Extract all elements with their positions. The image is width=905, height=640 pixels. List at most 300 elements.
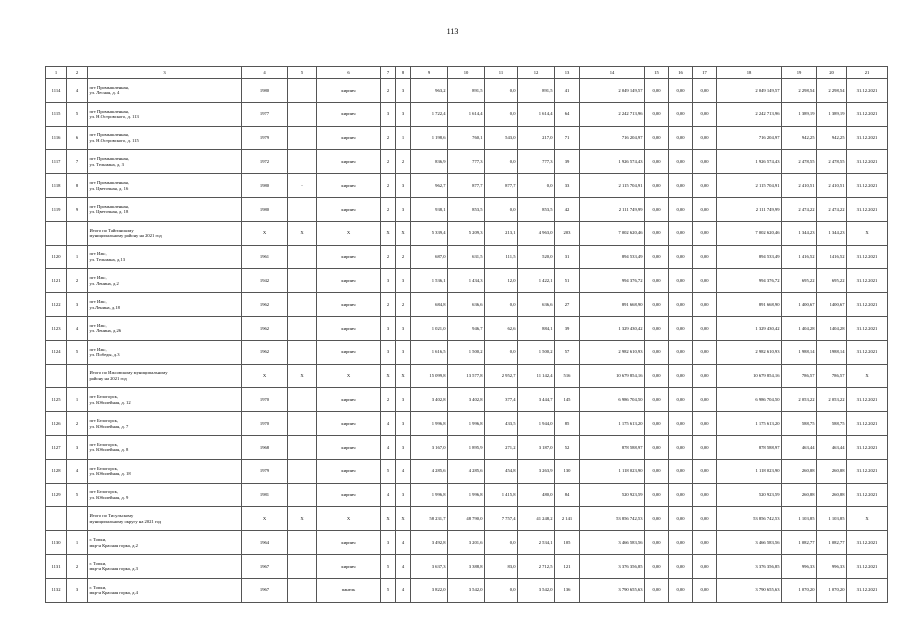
cell-c6: кирпич — [317, 412, 381, 436]
cell-c7: 2 — [381, 388, 396, 412]
table-row — [46, 435, 888, 459]
cell-c11: 0,0 — [485, 79, 518, 103]
cell-c4: 1970 — [242, 412, 288, 436]
cell-c6: кирпич — [317, 293, 381, 317]
cell-c20: 1 082,77 — [817, 531, 847, 555]
cell-c9: 58 231,7 — [411, 507, 448, 531]
cell-c7: 2 — [381, 126, 396, 150]
cell-c4: 1980 — [242, 197, 288, 221]
cell-c12: 520,0 — [518, 245, 555, 269]
cell-c19: 1 404,28 — [782, 316, 817, 340]
cell-c17: 0,00 — [693, 197, 717, 221]
address-line-1: пгт Белогорск, — [89, 441, 119, 447]
cell-c19: 588,75 — [782, 412, 817, 436]
address-cell — [88, 483, 242, 507]
cell-c13: 57 — [555, 340, 580, 364]
cell-c14: 10 679 854,16 — [580, 364, 645, 388]
address-line-1: пгт Белогорск, — [89, 417, 119, 423]
cell-c20: 1988,14 — [817, 340, 847, 364]
row-index-cell: 7 — [67, 150, 88, 174]
cell-c14: 2 242 713,96 — [580, 102, 645, 126]
cell-c12: 891,5 — [518, 79, 555, 103]
cell-c13: 31 — [555, 245, 580, 269]
cell-c14: 2 049 149,57 — [580, 79, 645, 103]
page-number: 113 — [446, 27, 459, 36]
cell-c19: 1 344,23 — [782, 221, 817, 245]
cell-c7: 2 — [381, 293, 396, 317]
row-index-cell — [67, 364, 88, 388]
row-number-cell: 1124 — [46, 340, 67, 364]
table-row — [46, 150, 888, 174]
cell-c10: 853,5 — [448, 197, 485, 221]
address-cell — [88, 412, 242, 436]
cell-c12: 1 944,0 — [518, 412, 555, 436]
column-number-header: 13 — [555, 67, 580, 79]
cell-c18: 2 111 749,99 — [717, 197, 782, 221]
cell-c20: 2 474,22 — [817, 197, 847, 221]
address-line-2: муниципальному округу на 2021 год — [89, 518, 162, 524]
cell-c15: 0,00 — [645, 221, 669, 245]
cell-c9: 3 822,0 — [411, 578, 448, 602]
row-number-cell: 1116 — [46, 126, 67, 150]
cell-c13: 145 — [555, 388, 580, 412]
cell-c5 — [288, 578, 317, 602]
row-index-cell: 3 — [67, 578, 88, 602]
subtotal-row — [46, 221, 888, 245]
cell-c17: 0,00 — [693, 435, 717, 459]
cell-c16: 0,00 — [669, 245, 693, 269]
cell-c4: 1942 — [242, 269, 288, 293]
cell-c12: 777,3 — [518, 150, 555, 174]
cell-c8: 3 — [396, 483, 411, 507]
address-cell — [88, 174, 242, 198]
row-number-cell — [46, 507, 67, 531]
cell-c18: 3 790 655,63 — [717, 578, 782, 602]
cell-c5 — [288, 483, 317, 507]
address-line-1: пгт Белогорск, — [89, 465, 119, 471]
cell-c17: 0,00 — [693, 174, 717, 198]
cell-c4: 1967 — [242, 578, 288, 602]
address-cell — [88, 554, 242, 578]
table-row — [46, 578, 888, 602]
cell-c19: 695,22 — [782, 269, 817, 293]
table-row — [46, 293, 888, 317]
cell-c5 — [288, 102, 317, 126]
cell-c8: X — [396, 507, 411, 531]
table-row — [46, 459, 888, 483]
cell-c8: 2 — [396, 293, 411, 317]
cell-c11: 111,5 — [485, 245, 518, 269]
cell-c15: 0,00 — [645, 435, 669, 459]
cell-c11: 12,0 — [485, 269, 518, 293]
cell-c4: X — [242, 221, 288, 245]
row-index-cell: 1 — [67, 245, 88, 269]
cell-c4: 1962 — [242, 316, 288, 340]
cell-c12: 636,6 — [518, 293, 555, 317]
row-number-cell: 1128 — [46, 459, 67, 483]
cell-c15: 0,00 — [645, 174, 669, 198]
cell-c5 — [288, 459, 317, 483]
cell-c19: 2 474,22 — [782, 197, 817, 221]
cell-c6: X — [317, 221, 381, 245]
cell-c10: 1 500,2 — [448, 340, 485, 364]
cell-c15: 0,00 — [645, 197, 669, 221]
table-row — [46, 174, 888, 198]
row-number-cell — [46, 221, 67, 245]
cell-c14: 891 668,90 — [580, 293, 645, 317]
cell-c14: 7 002 620,46 — [580, 221, 645, 245]
cell-c18: 2 115 704,91 — [717, 174, 782, 198]
cell-c13: 105 — [555, 531, 580, 555]
row-number-cell: 1118 — [46, 174, 67, 198]
cell-c9: 962,7 — [411, 174, 448, 198]
cell-c15: 0,00 — [645, 578, 669, 602]
row-number-cell: 1123 — [46, 316, 67, 340]
address-line-2: ул. Юбилейная, д. 18 — [89, 471, 131, 477]
cell-c13: 42 — [555, 197, 580, 221]
cell-c11: 0,0 — [485, 340, 518, 364]
table-row — [46, 269, 888, 293]
address-line-2: району на 2021 год — [89, 375, 127, 381]
row-number-cell: 1114 — [46, 79, 67, 103]
cell-c15: 0,00 — [645, 269, 669, 293]
address-cell — [88, 435, 242, 459]
cell-c13: 84 — [555, 483, 580, 507]
address-line-2: ул.Ленина, д.18 — [89, 304, 120, 310]
cell-c18: 1 926 574,43 — [717, 150, 782, 174]
cell-c17: 0,00 — [693, 79, 717, 103]
cell-c8: 3 — [396, 269, 411, 293]
cell-c19: 996,33 — [782, 554, 817, 578]
cell-c13: 203 — [555, 221, 580, 245]
cell-c5 — [288, 126, 317, 150]
cell-c16: 0,00 — [669, 126, 693, 150]
cell-c9: 836,9 — [411, 150, 448, 174]
column-number-header: 5 — [288, 67, 317, 79]
cell-c18: 2 242 713,96 — [717, 102, 782, 126]
table-row — [46, 79, 888, 103]
cell-c5: X — [288, 221, 317, 245]
row-index-cell — [67, 221, 88, 245]
cell-c7: 2 — [381, 197, 396, 221]
cell-c13: 136 — [555, 578, 580, 602]
cell-c18: 894 533,49 — [717, 245, 782, 269]
cell-c17: 0,00 — [693, 102, 717, 126]
cell-c5 — [288, 293, 317, 317]
subtotal-row — [46, 364, 888, 388]
address-line-1: пгт Белогорск, — [89, 489, 119, 495]
cell-c21: X — [847, 364, 888, 388]
row-index-cell: 5 — [67, 483, 88, 507]
cell-c20: 1400,67 — [817, 293, 847, 317]
cell-c8: X — [396, 364, 411, 388]
cell-c20: 1 389,19 — [817, 102, 847, 126]
cell-c15: 0,00 — [645, 293, 669, 317]
row-index-cell: 2 — [67, 554, 88, 578]
cell-c20: 2 053,22 — [817, 388, 847, 412]
table-row — [46, 340, 888, 364]
cell-c6: панель — [317, 578, 381, 602]
cell-c19: 1 988,14 — [782, 340, 817, 364]
cell-c16: 0,00 — [669, 102, 693, 126]
cell-c12: 3 187,0 — [518, 435, 555, 459]
address-cell — [88, 150, 242, 174]
column-number-header: 14 — [580, 67, 645, 79]
cell-c14: 716 204,97 — [580, 126, 645, 150]
address-line-2: ул. Н.Островского, д. 113 — [89, 114, 139, 120]
cell-c4: X — [242, 364, 288, 388]
cell-c12: 3 444,7 — [518, 388, 555, 412]
cell-c18: 7 002 620,46 — [717, 221, 782, 245]
address-line-2: ул. Юбилейная, д. 9 — [89, 494, 129, 500]
cell-c8: 4 — [396, 554, 411, 578]
cell-c20: 260,88 — [817, 459, 847, 483]
cell-c13: 2 141 — [555, 507, 580, 531]
cell-c19: 260,88 — [782, 483, 817, 507]
address-line-2: ул. Ленина, д.26 — [89, 328, 122, 334]
column-number-header: 21 — [847, 67, 888, 79]
cell-c20: 1 344,23 — [817, 221, 847, 245]
cell-c12: 11 142,4 — [518, 364, 555, 388]
row-index-cell: 1 — [67, 531, 88, 555]
address-line-2: мкр-н Красная горка, д.3 — [89, 566, 138, 572]
cell-c9: 5 339,4 — [411, 221, 448, 245]
cell-c10: 13 577,8 — [448, 364, 485, 388]
cell-c9: 938,1 — [411, 197, 448, 221]
cell-c17: 0,00 — [693, 126, 717, 150]
cell-c9: 15 099,8 — [411, 364, 448, 388]
cell-c13: 33 — [555, 174, 580, 198]
cell-c7: 4 — [381, 412, 396, 436]
address-cell — [88, 79, 242, 103]
cell-c9: 3 492,8 — [411, 531, 448, 555]
cell-c16: 0,00 — [669, 316, 693, 340]
cell-c16: 0,00 — [669, 293, 693, 317]
cell-c10: 1 614,4 — [448, 102, 485, 126]
cell-c19: 463,44 — [782, 435, 817, 459]
row-index-cell: 4 — [67, 79, 88, 103]
column-number-header: 10 — [448, 67, 485, 79]
cell-c21: 31.12.2021 — [847, 340, 888, 364]
cell-c10: 4 285,6 — [448, 459, 485, 483]
cell-c11: 433,5 — [485, 412, 518, 436]
cell-c8: 2 — [396, 150, 411, 174]
cell-c14: 6 986 704,50 — [580, 388, 645, 412]
column-number-header: 9 — [411, 67, 448, 79]
cell-c17: 0,00 — [693, 388, 717, 412]
cell-c15: 0,00 — [645, 364, 669, 388]
cell-c13: 85 — [555, 412, 580, 436]
cell-c10: 891,5 — [448, 79, 485, 103]
cell-c19: 2 298,54 — [782, 79, 817, 103]
cell-c7: 2 — [381, 245, 396, 269]
address-line-1: Итого по Тисульскому — [89, 513, 134, 519]
cell-c8: 3 — [396, 340, 411, 364]
row-index-cell: 4 — [67, 459, 88, 483]
cell-c17: 0,00 — [693, 221, 717, 245]
cell-c4: 1968 — [242, 435, 288, 459]
cell-c17: 0,00 — [693, 507, 717, 531]
table-row — [46, 245, 888, 269]
column-number-header: 2 — [67, 67, 88, 79]
table-row — [46, 316, 888, 340]
column-number-header: 7 — [381, 67, 396, 79]
cell-c15: 0,00 — [645, 79, 669, 103]
row-index-cell: 3 — [67, 293, 88, 317]
address-cell — [88, 507, 242, 531]
table-row — [46, 197, 888, 221]
cell-c5: - — [288, 174, 317, 198]
cell-c15: 0,00 — [645, 412, 669, 436]
address-line-1: пгт Промышленная, — [89, 132, 129, 138]
cell-c11: 2 952,7 — [485, 364, 518, 388]
cell-c14: 994 376,72 — [580, 269, 645, 293]
cell-c16: 0,00 — [669, 364, 693, 388]
address-cell — [88, 364, 242, 388]
address-cell — [88, 126, 242, 150]
cell-c8: 2 — [396, 245, 411, 269]
cell-c12: 2 534,1 — [518, 531, 555, 555]
row-number-cell: 1129 — [46, 483, 67, 507]
cell-c21: X — [847, 507, 888, 531]
cell-c17: 0,00 — [693, 150, 717, 174]
cell-c21: 31.12.2021 — [847, 554, 888, 578]
row-index-cell: 5 — [67, 340, 88, 364]
cell-c12: 4 963,0 — [518, 221, 555, 245]
cell-c17: 0,00 — [693, 269, 717, 293]
cell-c16: 0,00 — [669, 197, 693, 221]
cell-c17: 0,00 — [693, 245, 717, 269]
cell-c14: 2 982 610,93 — [580, 340, 645, 364]
cell-c5 — [288, 316, 317, 340]
cell-c8: 3 — [396, 316, 411, 340]
cell-c10: 1 895,9 — [448, 435, 485, 459]
cell-c13: 516 — [555, 364, 580, 388]
cell-c7: 3 — [381, 102, 396, 126]
cell-c14: 520 923,59 — [580, 483, 645, 507]
column-number-header: 20 — [817, 67, 847, 79]
column-number-header: 18 — [717, 67, 782, 79]
cell-c20: 2 298,54 — [817, 79, 847, 103]
address-line-2: ул. Ленина, д.2 — [89, 280, 119, 286]
cell-c21: 31.12.2021 — [847, 531, 888, 555]
column-number-header: 17 — [693, 67, 717, 79]
cell-c14: 878 588,97 — [580, 435, 645, 459]
cell-c21: 31.12.2021 — [847, 483, 888, 507]
cell-c6: кирпич — [317, 435, 381, 459]
cell-c21: 31.12.2021 — [847, 435, 888, 459]
subtotal-row — [46, 507, 888, 531]
cell-c13: 27 — [555, 293, 580, 317]
cell-c10: 3 201,6 — [448, 531, 485, 555]
cell-c12: 480,0 — [518, 483, 555, 507]
column-number-header: 6 — [317, 67, 381, 79]
cell-c4: 1970 — [242, 388, 288, 412]
cell-c4: 1977 — [242, 102, 288, 126]
cell-c7: 2 — [381, 174, 396, 198]
row-number-cell: 1117 — [46, 150, 67, 174]
address-line-2: ул. Н.Островского, д. 115 — [89, 137, 139, 143]
table-row — [46, 531, 888, 555]
cell-c10: 5 209,3 — [448, 221, 485, 245]
address-line-1: пгт Белогорск, — [89, 394, 119, 400]
cell-c11: 877,7 — [485, 174, 518, 198]
row-number-cell: 1132 — [46, 578, 67, 602]
address-line-1: пгт Промышленная, — [89, 203, 129, 209]
row-number-cell: 1126 — [46, 412, 67, 436]
cell-c19: 1 400,67 — [782, 293, 817, 317]
cell-c16: 0,00 — [669, 412, 693, 436]
cell-c10: 1 434,3 — [448, 269, 485, 293]
cell-c6: кирпич — [317, 483, 381, 507]
header-row — [46, 67, 888, 79]
cell-c17: 0,00 — [693, 364, 717, 388]
cell-c11: 0,0 — [485, 293, 518, 317]
housing-register-table — [45, 66, 888, 603]
row-index-cell: 5 — [67, 102, 88, 126]
address-cell — [88, 221, 242, 245]
cell-c10: 3 402,8 — [448, 388, 485, 412]
address-line-2: ул. Юбилейная, д. 8 — [89, 447, 129, 453]
row-index-cell: 4 — [67, 316, 88, 340]
cell-c14: 2 111 749,99 — [580, 197, 645, 221]
cell-c15: 0,00 — [645, 483, 669, 507]
cell-c18: 716 204,97 — [717, 126, 782, 150]
cell-c4: 1980 — [242, 174, 288, 198]
cell-c21: 31.12.2021 — [847, 174, 888, 198]
cell-c20: 260,88 — [817, 483, 847, 507]
cell-c5 — [288, 150, 317, 174]
cell-c6: кирпич — [317, 316, 381, 340]
address-line-2: ул. Цветочная, д. 18 — [89, 209, 129, 215]
row-number-cell: 1115 — [46, 102, 67, 126]
cell-c21: 31.12.2021 — [847, 578, 888, 602]
cell-c18: 2 982 610,93 — [717, 340, 782, 364]
cell-c16: 0,00 — [669, 174, 693, 198]
cell-c11: 1 415,8 — [485, 483, 518, 507]
cell-c19: 786,57 — [782, 364, 817, 388]
cell-c8: 3 — [396, 79, 411, 103]
cell-c19: 1 389,19 — [782, 102, 817, 126]
row-number-cell: 1122 — [46, 293, 67, 317]
cell-c9: 684,8 — [411, 293, 448, 317]
address-line-2: мкр-н Красная горка, д.4 — [89, 590, 138, 596]
cell-c4: 1979 — [242, 459, 288, 483]
row-index-cell: 3 — [67, 435, 88, 459]
address-line-2: ул. Цветочная, д. 16 — [89, 185, 129, 191]
cell-c7: 5 — [381, 578, 396, 602]
cell-c12: 0,0 — [518, 174, 555, 198]
cell-c19: 2 410,51 — [782, 174, 817, 198]
address-line-1: пгт Ижс, — [89, 346, 107, 352]
cell-c5 — [288, 79, 317, 103]
address-line-2: ул. Лесная, д. 4 — [89, 90, 120, 96]
cell-c4: 1964 — [242, 531, 288, 555]
cell-c16: 0,00 — [669, 435, 693, 459]
cell-c14: 3 790 655,63 — [580, 578, 645, 602]
column-number-header: 3 — [88, 67, 242, 79]
cell-c21: 31.12.2021 — [847, 459, 888, 483]
cell-c10: 1 996,8 — [448, 483, 485, 507]
cell-c9: 1 996,8 — [411, 483, 448, 507]
cell-c18: 53 856 742,53 — [717, 507, 782, 531]
cell-c6: кирпич — [317, 269, 381, 293]
cell-c15: 0,00 — [645, 554, 669, 578]
cell-c17: 0,00 — [693, 459, 717, 483]
cell-c17: 0,00 — [693, 340, 717, 364]
cell-c20: 996,33 — [817, 554, 847, 578]
cell-c6: кирпич — [317, 126, 381, 150]
